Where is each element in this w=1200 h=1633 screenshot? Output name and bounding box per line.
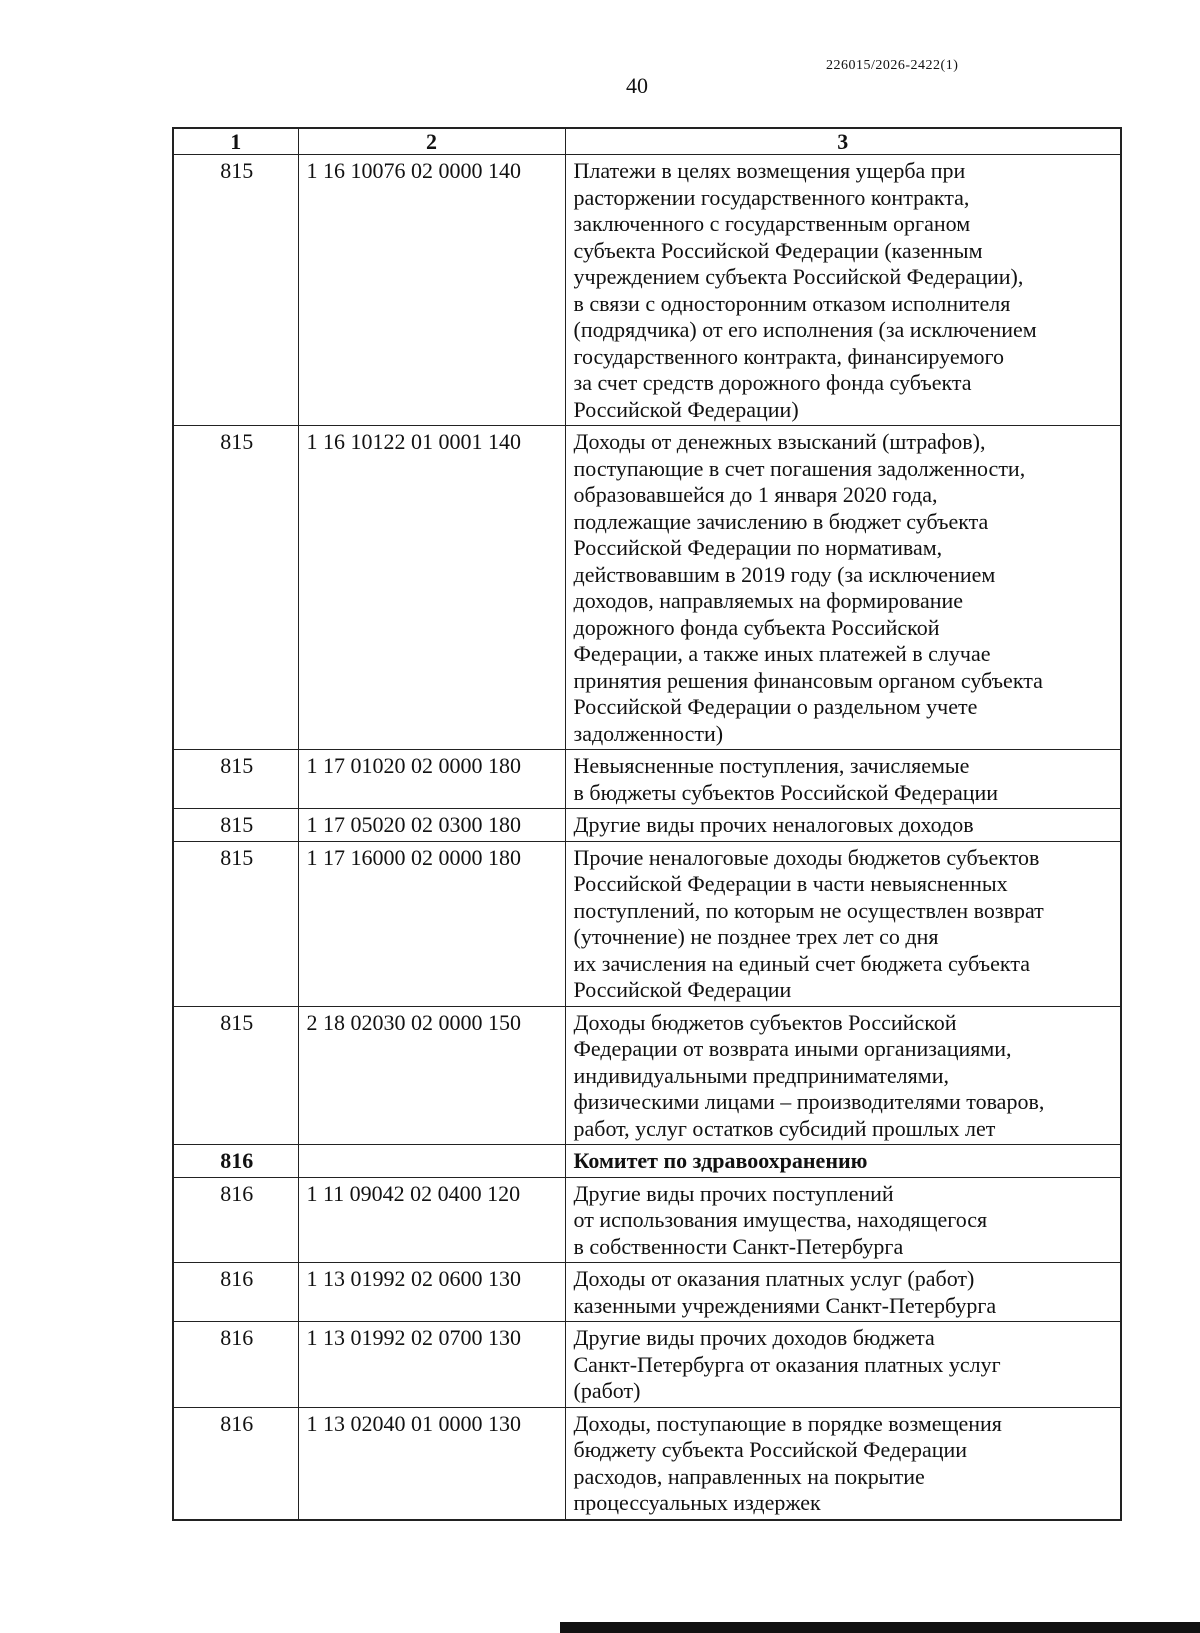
description-cell: Комитет по здравоохранению: [565, 1145, 1121, 1178]
description-cell: Невыясненные поступления, зачисляемые в бюджеты субъектов Российской Федерации: [565, 750, 1121, 809]
scan-edge-bar: [560, 1622, 1200, 1633]
document-id: 226015/2026-2422(1): [826, 58, 959, 73]
table-header-row: [173, 128, 1121, 155]
description-cell: Доходы бюджетов субъектов Российской Федерации от возврата иными организациями, индивидуальными предпринимателями, физическими лицами – производителями товаров, работ, услуг остатков субсидий прошлых лет: [565, 1006, 1121, 1145]
revenue-code-cell: 1 17 05020 02 0300 180: [298, 809, 565, 842]
column-header-3: 3: [565, 128, 1121, 155]
description-cell: Доходы от оказания платных услуг (работ) казенными учреждениями Санкт-Петербурга: [565, 1263, 1121, 1322]
description-cell: Другие виды прочих неналоговых доходов: [565, 809, 1121, 842]
revenue-code-cell: 1 13 02040 01 0000 130: [298, 1407, 565, 1520]
table-row: [173, 155, 1121, 426]
table-row: [173, 750, 1121, 809]
admin-code-cell: 816: [173, 1322, 298, 1408]
revenue-code-cell: 2 18 02030 02 0000 150: [298, 1006, 565, 1145]
admin-code-cell: 816: [173, 1263, 298, 1322]
admin-code-cell: 815: [173, 155, 298, 426]
description-cell: Доходы, поступающие в порядке возмещения бюджету субъекта Российской Федерации расходов, направленных на покрытие процессуальных издержек: [565, 1407, 1121, 1520]
table-row: [173, 426, 1121, 750]
admin-code-cell: 816: [173, 1177, 298, 1263]
description-cell: Другие виды прочих поступлений от использования имущества, находящегося в собственности Санкт-Петербурга: [565, 1177, 1121, 1263]
admin-code-cell: 815: [173, 426, 298, 750]
admin-code-cell: 816: [173, 1407, 298, 1520]
table-row: [173, 841, 1121, 1006]
table-row: [173, 1322, 1121, 1408]
table-body: [173, 128, 1121, 1520]
admin-code-cell: 815: [173, 1006, 298, 1145]
description-cell: Прочие неналоговые доходы бюджетов субъектов Российской Федерации в части невыясненных поступлений, по которым не осуществлен возврат (уточнение) не позднее трех лет со дня их зачисления на единый счет бюджета субъекта Российской Федерации: [565, 841, 1121, 1006]
revenue-codes-table: [172, 127, 1122, 1521]
table-row: [173, 1263, 1121, 1322]
revenue-code-cell: 1 13 01992 02 0600 130: [298, 1263, 565, 1322]
revenue-code-cell: 1 17 16000 02 0000 180: [298, 841, 565, 1006]
revenue-code-cell: 1 17 01020 02 0000 180: [298, 750, 565, 809]
column-header-1: 1: [173, 128, 298, 155]
admin-code-cell: 815: [173, 750, 298, 809]
revenue-code-cell: 1 16 10076 02 0000 140: [298, 155, 565, 426]
table-row: [173, 1407, 1121, 1520]
revenue-code-cell: 1 13 01992 02 0700 130: [298, 1322, 565, 1408]
revenue-code-cell: [298, 1145, 565, 1178]
table-row: [173, 1006, 1121, 1145]
description-cell: Платежи в целях возмещения ущерба при расторжении государственного контракта, заключенного с государственным органом субъекта Российской Федерации (казенным учреждением субъекта Российской Федерации), в связи с односторонним отказом исполнителя (подрядчика) от его исполнения (за исключением государственного контракта, финансируемого за счет средств дорожного фонда субъекта Российской Федерации): [565, 155, 1121, 426]
admin-code-cell: 816: [173, 1145, 298, 1178]
admin-code-cell: 815: [173, 841, 298, 1006]
revenue-code-cell: 1 16 10122 01 0001 140: [298, 426, 565, 750]
description-cell: Другие виды прочих доходов бюджета Санкт-Петербурга от оказания платных услуг (работ): [565, 1322, 1121, 1408]
page-number: 40: [626, 73, 648, 98]
table-row: [173, 1177, 1121, 1263]
table-row: [173, 809, 1121, 842]
section-header-row: [173, 1145, 1121, 1178]
description-cell: Доходы от денежных взысканий (штрафов), поступающие в счет погашения задолженности, образовавшейся до 1 января 2020 года, подлежащие зачислению в бюджет субъекта Российской Федерации по нормативам, действовавшим в 2019 году (за исключением доходов, направляемых на формирование дорожного фонда субъекта Российской Федерации, а также иных платежей в случае принятия решения финансовым органом субъекта Российской Федерации о раздельном учете задолженности): [565, 426, 1121, 750]
revenue-code-cell: 1 11 09042 02 0400 120: [298, 1177, 565, 1263]
admin-code-cell: 815: [173, 809, 298, 842]
column-header-2: 2: [298, 128, 565, 155]
